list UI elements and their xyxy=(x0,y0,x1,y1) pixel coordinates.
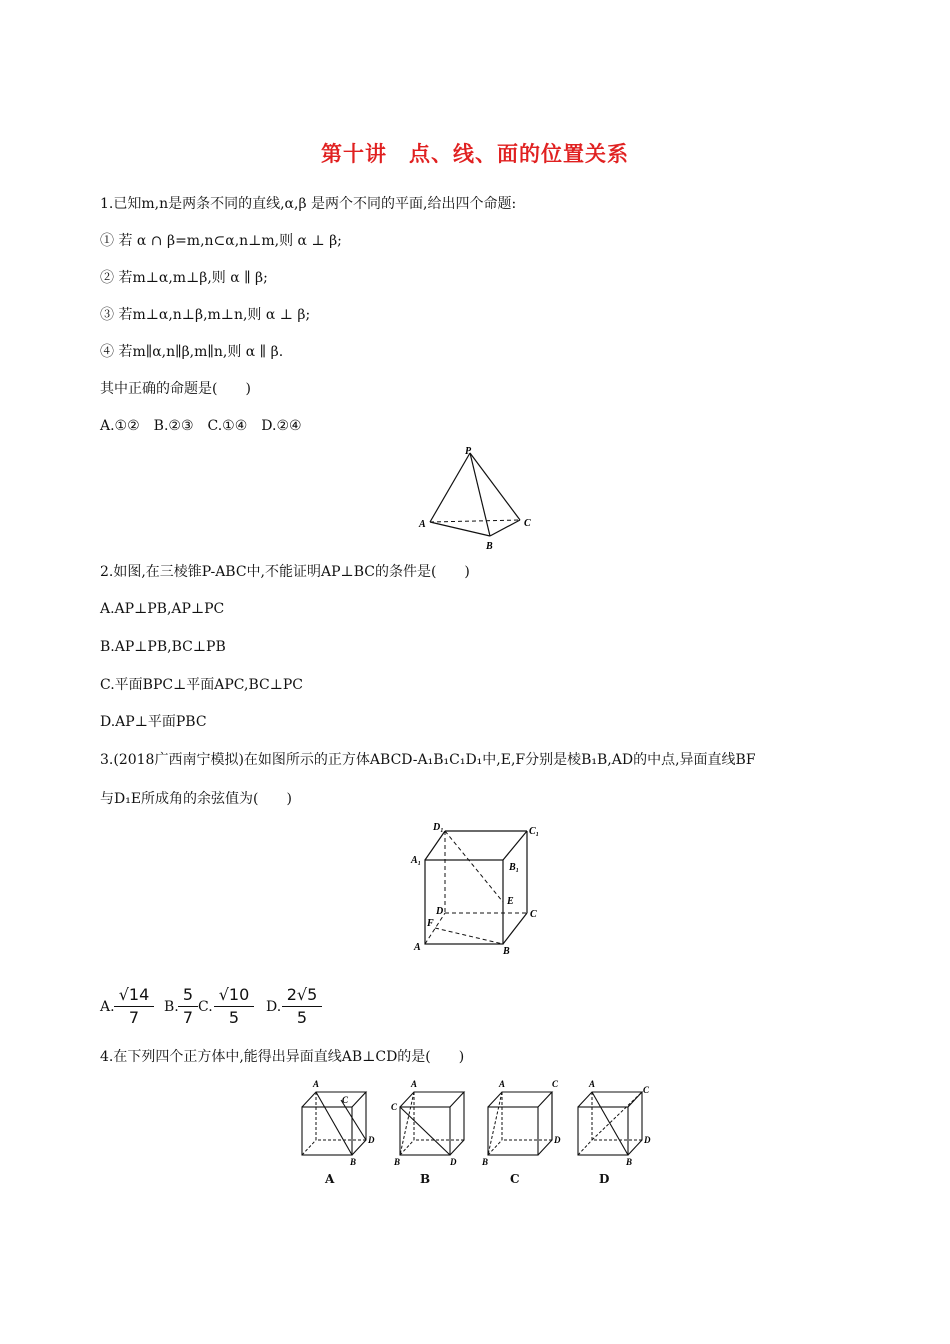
cube-figure xyxy=(405,818,555,958)
fraction-denominator: 5 xyxy=(296,1008,308,1027)
label-P: P xyxy=(465,446,472,457)
q4-caption-a: A xyxy=(325,1172,335,1186)
label-D: D xyxy=(368,1135,375,1145)
label-C: C xyxy=(391,1102,398,1112)
label-B: B xyxy=(482,1157,489,1167)
q4-caption-d: D xyxy=(599,1172,610,1186)
label-E: E xyxy=(507,896,514,907)
label-B: B xyxy=(486,541,493,552)
label-C: C xyxy=(643,1085,650,1095)
q2-option-c: C.平面BPC⊥平面APC,BC⊥PC xyxy=(100,677,303,693)
label-D: D xyxy=(436,906,444,917)
q1-prop-2: ② 若m⊥α,m⊥β,则 α ∥ β; xyxy=(100,270,268,286)
q3-stem-line2: 与D₁E所成角的余弦值为( ) xyxy=(100,791,292,807)
fraction-numerator: √10 xyxy=(214,985,254,1007)
label-B: B xyxy=(350,1157,357,1167)
label-C1: C₁ xyxy=(529,826,540,837)
label-C: C xyxy=(342,1095,349,1105)
q4-caption-b: B xyxy=(420,1172,431,1186)
fraction-numerator: √14 xyxy=(114,985,154,1007)
label-A: A xyxy=(414,942,421,953)
label-A: A xyxy=(589,1079,596,1089)
page-title: 第十讲 点、线、面的位置关系 xyxy=(321,142,629,166)
label-B: B xyxy=(503,946,510,957)
label-B: B xyxy=(394,1157,401,1167)
q1-stem: 1.已知m,n是两条不同的直线,α,β 是两个不同的平面,给出四个命题: xyxy=(100,196,517,212)
q1-ask: 其中正确的命题是( ) xyxy=(100,381,251,397)
label-C: C xyxy=(552,1079,559,1089)
label-D: D xyxy=(554,1135,561,1145)
q4-cube-d xyxy=(570,1075,655,1170)
label-A: A xyxy=(499,1079,506,1089)
label-A: A xyxy=(419,519,426,530)
q2-option-d: D.AP⊥平面PBC xyxy=(100,714,207,730)
q4-cube-a xyxy=(295,1075,380,1170)
label-C: C xyxy=(524,518,531,529)
q2-option-a: A.AP⊥PB,AP⊥PC xyxy=(100,601,225,617)
label-D: D xyxy=(450,1157,457,1167)
q2-stem: 2.如图,在三棱锥P-ABC中,不能证明AP⊥BC的条件是( ) xyxy=(100,564,470,580)
label-D: D xyxy=(644,1135,651,1145)
pyramid-figure xyxy=(410,445,540,553)
label-A1: A₁ xyxy=(411,855,422,866)
fraction-denominator: 7 xyxy=(182,1008,194,1027)
fraction-numerator: 2√5 xyxy=(282,985,322,1007)
label-F: F xyxy=(427,918,434,929)
q1-options: A.①② B.②③ C.①④ D.②④ xyxy=(100,418,302,434)
q4-cube-b xyxy=(390,1075,475,1170)
q1-prop-3: ③ 若m⊥α,n⊥β,m⊥n,则 α ⊥ β; xyxy=(100,307,311,323)
fraction-numerator: 5 xyxy=(178,985,198,1007)
label-A: A xyxy=(313,1079,320,1089)
fraction-denominator: 5 xyxy=(228,1008,240,1027)
label-B1: B₁ xyxy=(509,862,520,873)
label-D1: D₁ xyxy=(433,822,444,833)
label-C: C xyxy=(530,909,537,920)
q3-stem-line1: 3.(2018广西南宁模拟)在如图所示的正方体ABCD-A₁B₁C₁D₁中,E,F分别是棱B₁B,AD的中点,异面直线BF xyxy=(100,752,756,768)
label-A: A xyxy=(411,1079,418,1089)
q4-caption-c: C xyxy=(510,1172,520,1186)
q1-prop-4: ④ 若m∥α,n∥β,m∥n,则 α ∥ β. xyxy=(100,344,284,360)
q2-option-b: B.AP⊥PB,BC⊥PB xyxy=(100,639,226,655)
q1-prop-1: ① 若 α ∩ β=m,n⊂α,n⊥m,则 α ⊥ β; xyxy=(100,233,342,249)
q4-cube-c xyxy=(480,1075,565,1170)
q4-stem: 4.在下列四个正方体中,能得出异面直线AB⊥CD的是( ) xyxy=(100,1049,465,1065)
label-B: B xyxy=(626,1157,633,1167)
fraction-denominator: 7 xyxy=(128,1008,140,1027)
